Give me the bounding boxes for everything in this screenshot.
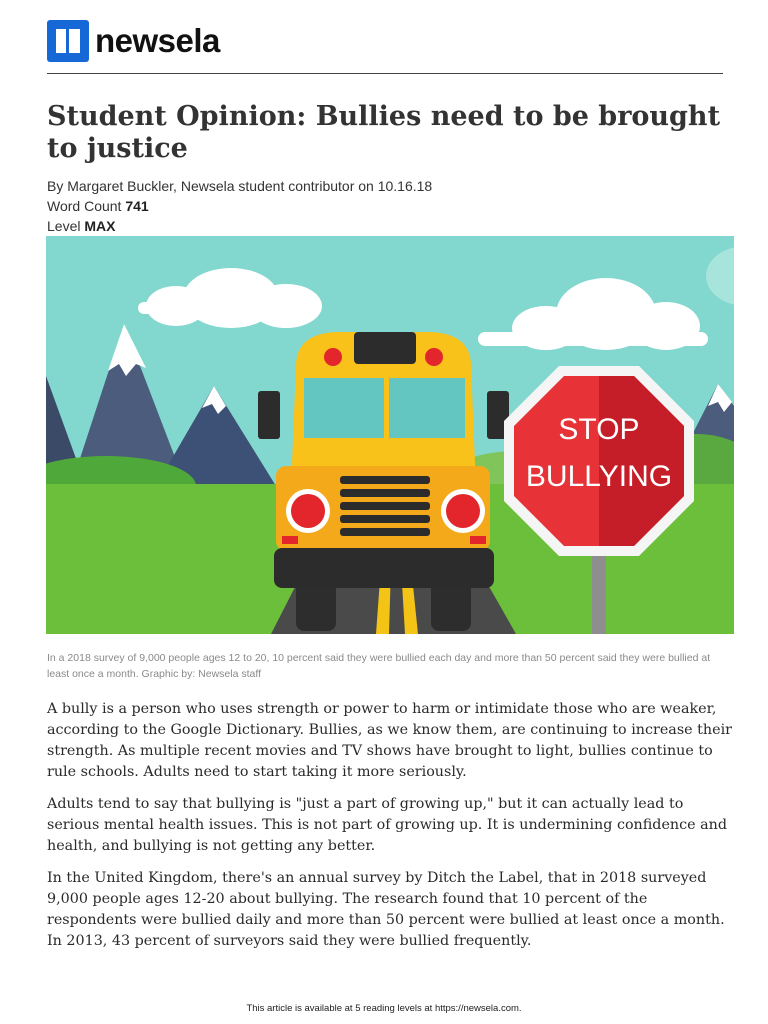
article-hero-image (46, 236, 734, 634)
reading-level (47, 217, 115, 235)
sign-text-stop: STOP (558, 413, 640, 446)
footer-note: This article is available at 5 reading levels at https://newsela.com. (246, 1003, 522, 1014)
level-label: Level (47, 218, 81, 234)
byline: By Margaret Buckler, Newsela student contributor on 10.16.18 (47, 178, 433, 194)
word-count-value: 741 (125, 198, 149, 214)
article-title: Student Opinion: Bullies need to be brought to justice (47, 101, 721, 164)
paragraph-1: A bully is a person who uses strength or power to harm or intimidate those who are weaker, according to the Google Dictionary. Bullies, as we know them, are continuing to increase their strength. As multiple recent movies and TV shows have brought to light, bullies continue to rule schools. Adults need to start taking it more seriously. (47, 701, 732, 780)
newsela-logo-icon (47, 20, 89, 62)
paragraph-2: Adults tend to say that bullying is "just a part of growing up," but it can actually lead to serious mental health issues. This is not part of growing up. It is undermining confidence and health, and bullying is not getting any better. (47, 796, 728, 854)
word-count-label: Word Count (47, 198, 122, 214)
newsela-logo[interactable] (47, 20, 220, 62)
paragraph-3: In the United Kingdom, there's an annual survey by Ditch the Label, that in 2018 surveyed 9,000 people ages 12-20 about bullying. The research found that 10 percent of the respondents were bullied daily and more than 50 percent were bullied at least once a month. In 2013, 43 percent of surveyors said they were bullied frequently. (47, 870, 725, 949)
sign-text-bullying: BULLYING (525, 460, 673, 493)
word-count (47, 197, 149, 215)
image-caption: In a 2018 survey of 9,000 people ages 12 to 20, 10 percent said they were bullied each day and more than 50 percent said they were bullied at least once a month. Graphic by: Newsela staff (47, 652, 711, 680)
level-value: MAX (84, 218, 116, 234)
brand-name: newsela (95, 22, 220, 59)
header-divider (47, 73, 723, 74)
